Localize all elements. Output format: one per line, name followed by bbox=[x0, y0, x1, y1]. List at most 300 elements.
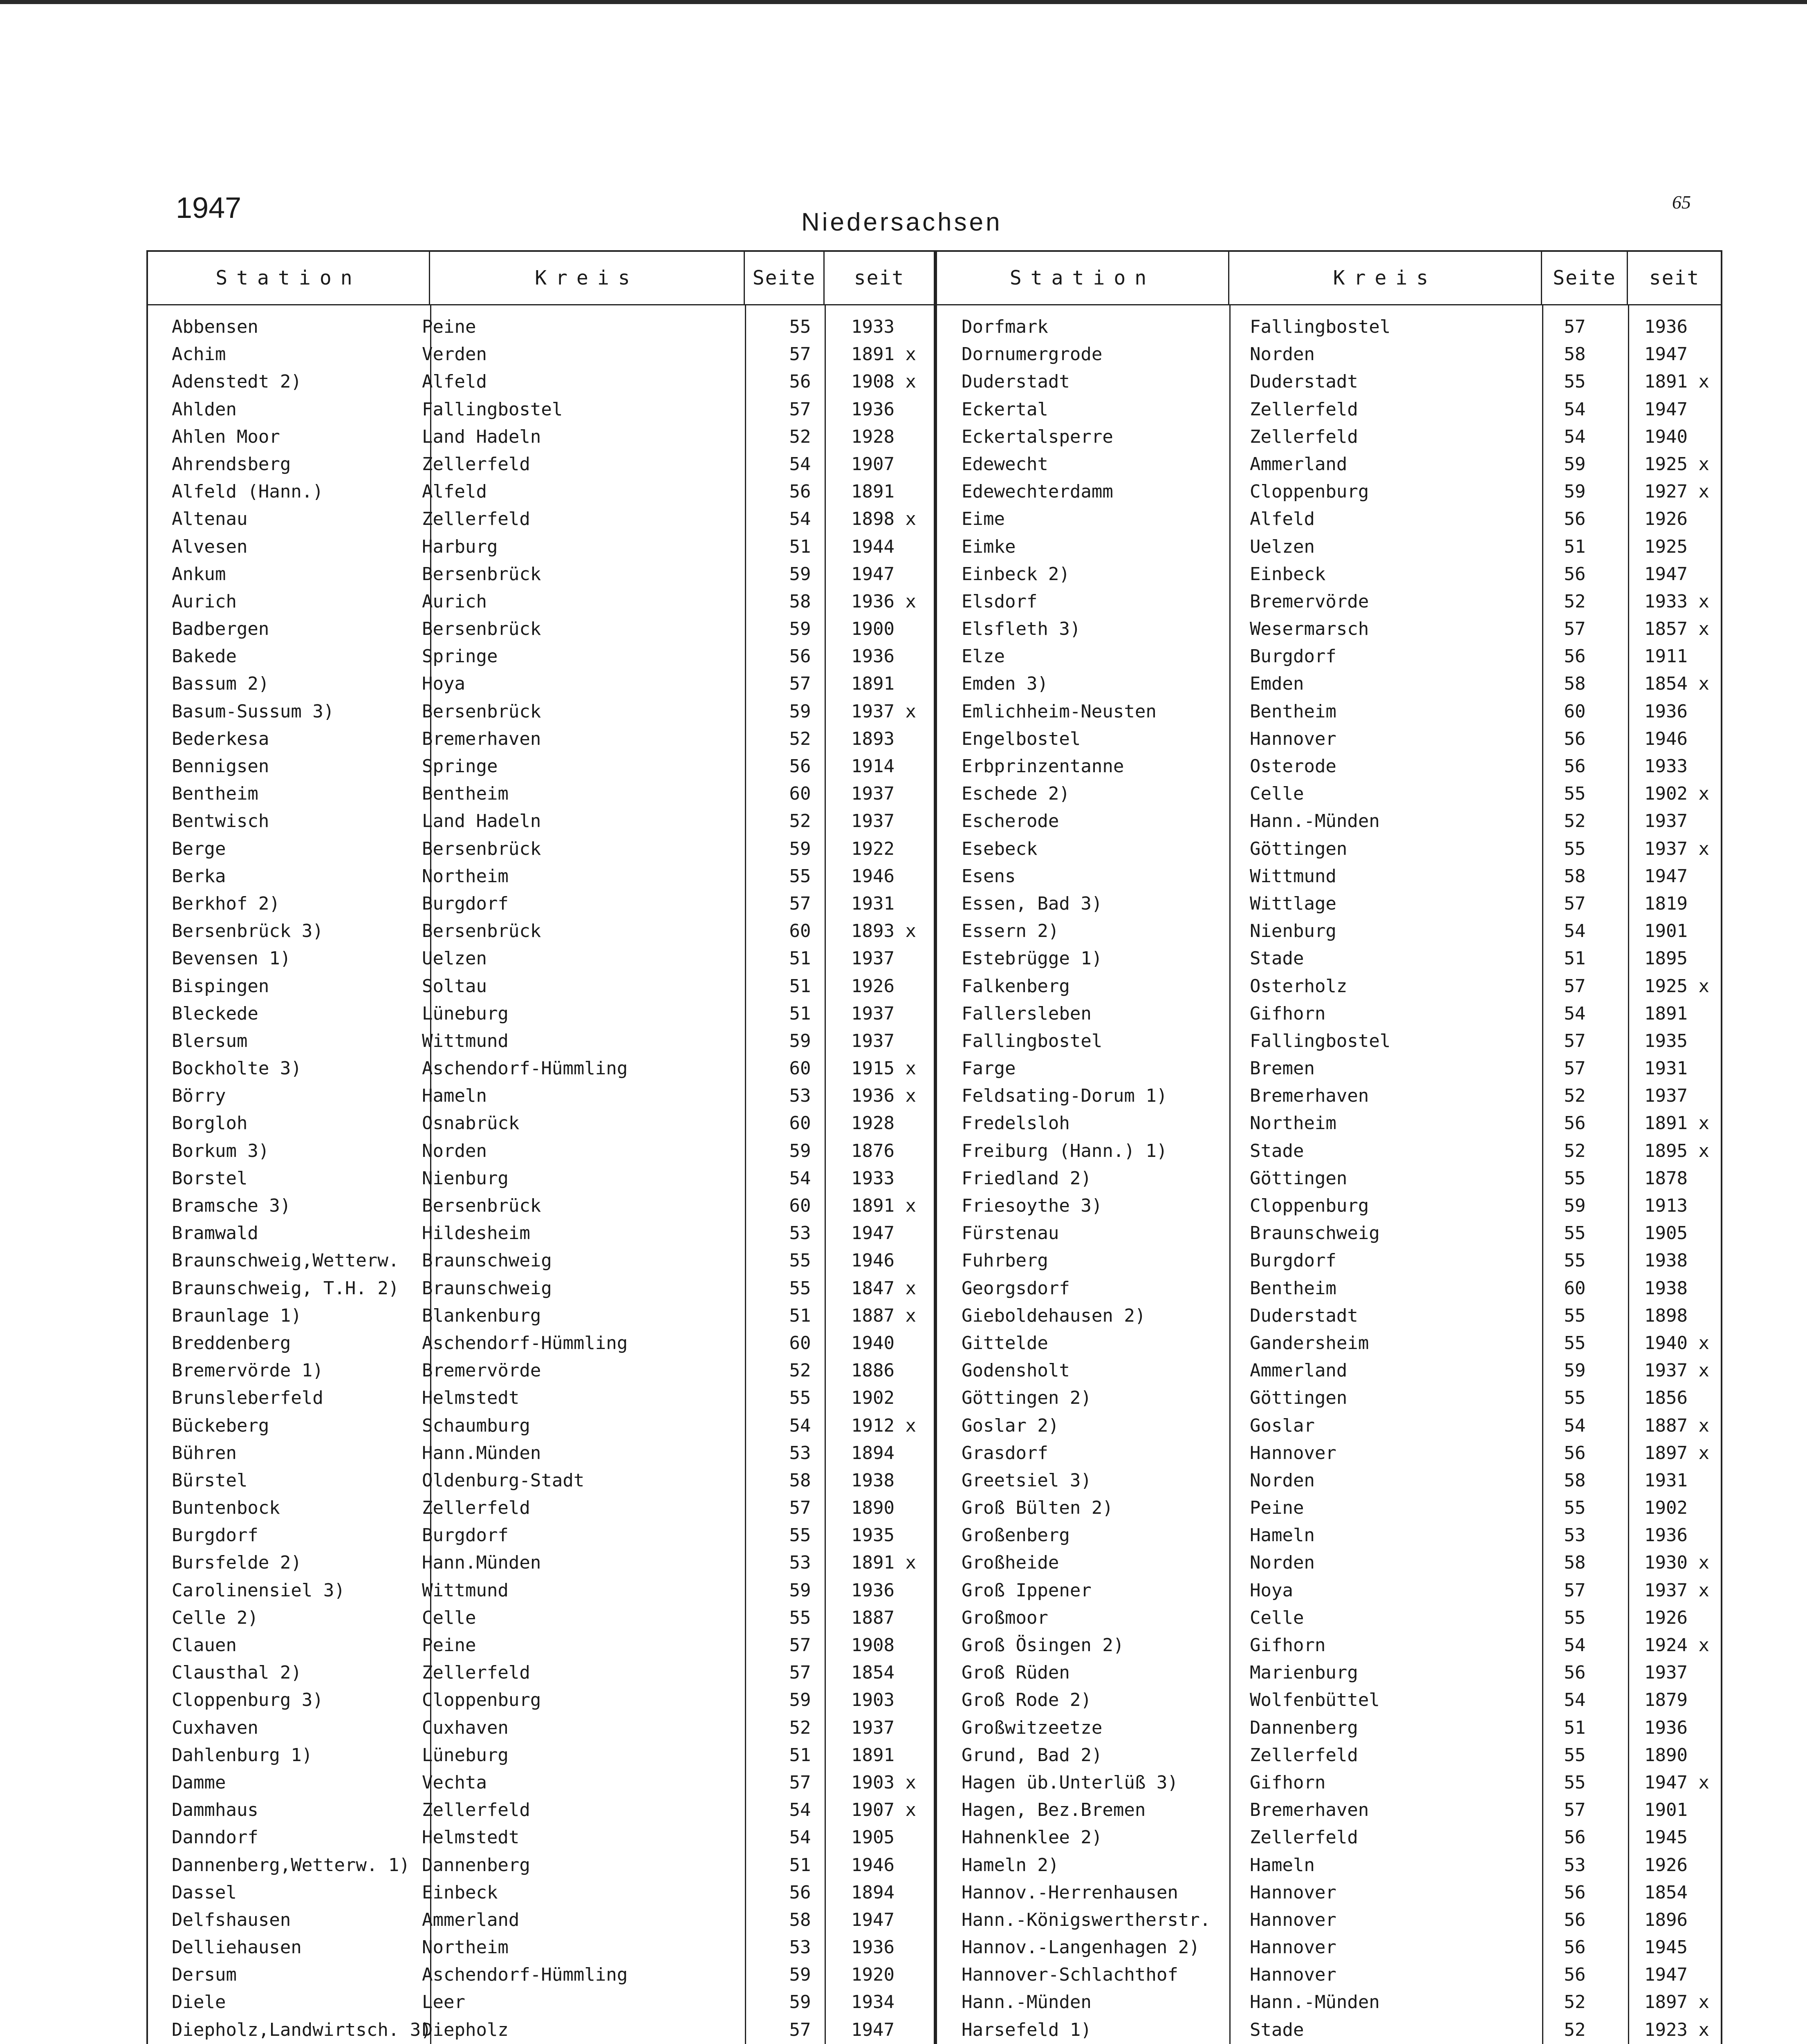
seite-value: 55 bbox=[789, 1525, 811, 1546]
kreis-name: Cloppenburg bbox=[422, 1690, 541, 1711]
station-name: Hannov.-Langenhagen 2) bbox=[962, 1937, 1200, 1958]
table-row bbox=[148, 533, 934, 560]
station-name: Brunsleberfeld bbox=[172, 1387, 323, 1409]
station-name: Bennigsen bbox=[172, 756, 269, 777]
seit-value: 1931 bbox=[1644, 1058, 1688, 1079]
station-name: Bühren bbox=[172, 1442, 237, 1464]
station-name: Fuhrberg bbox=[962, 1250, 1048, 1271]
header-station: Station bbox=[148, 252, 430, 304]
seit-value: 1936 x bbox=[851, 591, 916, 612]
station-name: Groß Ösingen 2) bbox=[962, 1635, 1124, 1656]
seit-value: 1931 bbox=[1644, 1470, 1688, 1491]
kreis-name: Zellerfeld bbox=[422, 1497, 530, 1519]
station-name: Eckertalsperre bbox=[962, 426, 1113, 447]
seit-value: 1947 bbox=[851, 1909, 895, 1930]
table-row bbox=[148, 1879, 934, 1906]
kreis-name: Northeim bbox=[422, 865, 509, 887]
table-row bbox=[937, 643, 1721, 670]
kreis-name: Blankenburg bbox=[422, 1305, 541, 1326]
table-row bbox=[937, 1522, 1721, 1549]
table-row bbox=[148, 1439, 934, 1467]
table-row bbox=[148, 1467, 934, 1494]
seite-value: 60 bbox=[789, 1195, 811, 1216]
table-row bbox=[937, 1796, 1721, 1824]
seite-value: 58 bbox=[1564, 865, 1586, 887]
table-row bbox=[148, 807, 934, 835]
station-name: Harsefeld 1) bbox=[962, 2019, 1092, 2040]
table-row bbox=[148, 423, 934, 450]
table-row bbox=[148, 670, 934, 697]
seite-value: 55 bbox=[789, 1387, 811, 1409]
seite-value: 54 bbox=[789, 1168, 811, 1189]
table-row bbox=[148, 560, 934, 588]
seite-value: 59 bbox=[789, 619, 811, 640]
seite-value: 55 bbox=[1564, 1607, 1586, 1628]
station-name: Georgsdorf bbox=[962, 1278, 1070, 1299]
station-name: Bückeberg bbox=[172, 1415, 269, 1436]
station-name: Basum-Sussum 3) bbox=[172, 701, 334, 722]
seit-value: 1897 x bbox=[1644, 1442, 1709, 1464]
table-row bbox=[937, 1219, 1721, 1247]
station-name: Essen, Bad 3) bbox=[962, 893, 1103, 914]
station-name: Diele bbox=[172, 1992, 226, 2013]
table-row bbox=[148, 1027, 934, 1055]
station-name: Edewechterdamm bbox=[962, 481, 1113, 502]
seit-value: 1935 bbox=[1644, 1030, 1688, 1051]
seit-value: 1819 bbox=[1644, 893, 1688, 914]
table-row bbox=[937, 313, 1721, 341]
table-row bbox=[937, 1329, 1721, 1357]
seit-value: 1897 x bbox=[1644, 1992, 1709, 2013]
station-name: Bramwald bbox=[172, 1223, 258, 1244]
rows-right bbox=[937, 313, 1721, 2044]
seit-value: 1898 x bbox=[851, 509, 916, 530]
seite-value: 56 bbox=[1564, 1662, 1586, 1683]
seit-value: 1935 bbox=[851, 1525, 895, 1546]
header-kreis: Kreis bbox=[430, 252, 745, 304]
kreis-name: Cuxhaven bbox=[422, 1717, 509, 1738]
table-row bbox=[148, 753, 934, 780]
table-row bbox=[937, 807, 1721, 835]
seit-value: 1891 bbox=[851, 481, 895, 502]
seite-value: 60 bbox=[789, 1332, 811, 1354]
seite-value: 59 bbox=[1564, 1360, 1586, 1381]
seite-value: 51 bbox=[789, 948, 811, 969]
station-name: Blersum bbox=[172, 1030, 248, 1051]
table-row bbox=[148, 615, 934, 643]
seit-value: 1936 bbox=[1644, 701, 1688, 722]
table-row bbox=[148, 1357, 934, 1384]
seit-value: 1947 bbox=[1644, 399, 1688, 420]
station-name: Hannover-Schlachthof bbox=[962, 1964, 1178, 1986]
kreis-name: Stade bbox=[1250, 948, 1304, 969]
station-name: Ahrendsberg bbox=[172, 453, 291, 475]
station-name: Clausthal 2) bbox=[172, 1662, 302, 1683]
station-name: Bersenbrück 3) bbox=[172, 921, 323, 942]
table-row bbox=[937, 1686, 1721, 1714]
seit-value: 1857 x bbox=[1644, 619, 1709, 640]
table-row bbox=[937, 560, 1721, 588]
seite-value: 51 bbox=[789, 1003, 811, 1024]
seit-value: 1894 bbox=[851, 1882, 895, 1903]
seite-value: 58 bbox=[1564, 673, 1586, 695]
seite-value: 57 bbox=[789, 1662, 811, 1683]
table-row bbox=[937, 396, 1721, 423]
header-station: Station bbox=[937, 252, 1229, 304]
seit-value: 1937 bbox=[1644, 811, 1688, 832]
table-row bbox=[148, 1137, 934, 1165]
station-name: Dorfmark bbox=[962, 316, 1048, 337]
station-name: Erbprinzentanne bbox=[962, 756, 1124, 777]
table-row bbox=[937, 1302, 1721, 1329]
station-name: Bevensen 1) bbox=[172, 948, 291, 969]
seit-value: 1891 bbox=[1644, 1003, 1688, 1024]
seite-value: 59 bbox=[789, 1992, 811, 2013]
seit-value: 1936 x bbox=[851, 1085, 916, 1107]
kreis-name: Osnabrück bbox=[422, 1113, 520, 1134]
table-row bbox=[937, 478, 1721, 505]
seit-value: 1902 bbox=[851, 1387, 895, 1409]
seit-value: 1937 bbox=[851, 811, 895, 832]
table-row bbox=[148, 1769, 934, 1796]
station-name: Elsdorf bbox=[962, 591, 1038, 612]
station-name: Altenau bbox=[172, 509, 248, 530]
seite-value: 56 bbox=[789, 371, 811, 392]
kreis-name: Wittmund bbox=[422, 1030, 509, 1051]
station-name: Friesoythe 3) bbox=[962, 1195, 1103, 1216]
table-row bbox=[937, 1412, 1721, 1439]
kreis-name: Hann.-Münden bbox=[1250, 811, 1380, 832]
seit-value: 1920 bbox=[851, 1964, 895, 1986]
seite-value: 57 bbox=[789, 1635, 811, 1656]
kreis-name: Wittmund bbox=[1250, 865, 1336, 887]
station-name: Dammhaus bbox=[172, 1800, 258, 1821]
seite-value: 55 bbox=[1564, 1772, 1586, 1793]
seite-value: 58 bbox=[1564, 344, 1586, 365]
seit-value: 1933 bbox=[851, 1168, 895, 1189]
station-table-right bbox=[935, 250, 1722, 2044]
station-name: Fürstenau bbox=[962, 1223, 1059, 1244]
kreis-name: Zellerfeld bbox=[422, 509, 530, 530]
seit-value: 1890 bbox=[1644, 1744, 1688, 1766]
seite-value: 59 bbox=[789, 701, 811, 722]
kreis-name: Gifhorn bbox=[1250, 1003, 1326, 1024]
table-row bbox=[148, 973, 934, 1000]
seite-value: 58 bbox=[789, 1909, 811, 1930]
seite-value: 57 bbox=[789, 893, 811, 914]
seit-value: 1947 bbox=[1644, 563, 1688, 585]
kreis-name: Hoya bbox=[422, 673, 465, 695]
seit-value: 1946 bbox=[851, 865, 895, 887]
kreis-name: Bersenbrück bbox=[422, 701, 541, 722]
seite-value: 56 bbox=[1564, 1964, 1586, 1986]
seit-value: 1933 bbox=[1644, 756, 1688, 777]
table-row bbox=[148, 1988, 934, 2016]
table-row bbox=[148, 450, 934, 478]
station-name: Hann.-Münden bbox=[962, 1992, 1092, 2013]
kreis-name: Bremervörde bbox=[1250, 591, 1369, 612]
station-name: Greetsiel 3) bbox=[962, 1470, 1092, 1491]
seite-value: 59 bbox=[789, 1690, 811, 1711]
seite-value: 55 bbox=[1564, 1387, 1586, 1409]
seite-value: 52 bbox=[1564, 1085, 1586, 1107]
seit-value: 1878 bbox=[1644, 1168, 1688, 1189]
table-row bbox=[937, 588, 1721, 615]
table-row bbox=[148, 643, 934, 670]
station-name: Bispingen bbox=[172, 975, 269, 997]
kreis-name: Braunschweig bbox=[422, 1250, 552, 1271]
table-row bbox=[148, 1219, 934, 1247]
header-rule bbox=[148, 304, 934, 305]
station-name: Braunlage 1) bbox=[172, 1305, 302, 1326]
kreis-name: Helmstedt bbox=[422, 1827, 520, 1848]
kreis-name: Alfeld bbox=[422, 371, 487, 392]
kreis-name: Gifhorn bbox=[1250, 1772, 1326, 1793]
station-name: Falkenberg bbox=[962, 975, 1070, 997]
seite-value: 52 bbox=[789, 1360, 811, 1381]
table-row bbox=[148, 945, 934, 972]
table-row bbox=[148, 1522, 934, 1549]
kreis-name: Braunschweig bbox=[1250, 1223, 1380, 1244]
kreis-name: Emden bbox=[1250, 673, 1304, 695]
station-name: Emlichheim-Neusten bbox=[962, 701, 1157, 722]
station-name: Buntenbock bbox=[172, 1497, 280, 1519]
kreis-name: Bersenbrück bbox=[422, 563, 541, 585]
kreis-name: Aschendorf-Hümmling bbox=[422, 1964, 628, 1986]
seit-value: 1891 x bbox=[1644, 371, 1709, 392]
table-row bbox=[937, 450, 1721, 478]
station-name: Duderstadt bbox=[962, 371, 1070, 392]
kreis-name: Nienburg bbox=[422, 1168, 509, 1189]
table-row bbox=[937, 1741, 1721, 1769]
seite-value: 59 bbox=[789, 1580, 811, 1601]
seite-value: 55 bbox=[789, 1607, 811, 1628]
kreis-name: Uelzen bbox=[1250, 536, 1315, 557]
seit-value: 1854 bbox=[851, 1662, 895, 1683]
kreis-name: Cloppenburg bbox=[1250, 481, 1369, 502]
kreis-name: Osterode bbox=[1250, 756, 1336, 777]
seit-value: 1928 bbox=[851, 426, 895, 447]
kreis-name: Aschendorf-Hümmling bbox=[422, 1332, 628, 1354]
kreis-name: Zellerfeld bbox=[422, 1800, 530, 1821]
seit-value: 1907 bbox=[851, 453, 895, 475]
kreis-name: Northeim bbox=[1250, 1113, 1336, 1134]
table-row bbox=[148, 1714, 934, 1741]
station-name: Berka bbox=[172, 865, 226, 887]
table-row bbox=[937, 1632, 1721, 1659]
station-name: Grund, Bad 2) bbox=[962, 1744, 1103, 1766]
station-name: Freiburg (Hann.) 1) bbox=[962, 1140, 1168, 1161]
seite-value: 56 bbox=[1564, 1827, 1586, 1848]
seit-value: 1945 bbox=[1644, 1827, 1688, 1848]
table-row bbox=[937, 917, 1721, 945]
seite-value: 60 bbox=[1564, 1278, 1586, 1299]
seit-value: 1891 bbox=[851, 1744, 895, 1766]
seit-value: 1937 x bbox=[1644, 1580, 1709, 1601]
kreis-name: Alfeld bbox=[1250, 509, 1315, 530]
table-row bbox=[148, 1549, 934, 1576]
station-name: Diepholz,Landwirtsch. 3) bbox=[172, 2019, 432, 2040]
seit-value: 1940 x bbox=[1644, 1332, 1709, 1354]
table-row bbox=[148, 890, 934, 917]
station-name: Ahlen Moor bbox=[172, 426, 280, 447]
kreis-name: Land Hadeln bbox=[422, 811, 541, 832]
table-row bbox=[937, 1769, 1721, 1796]
seit-value: 1936 bbox=[851, 399, 895, 420]
table-row bbox=[148, 1659, 934, 1686]
seite-value: 56 bbox=[1564, 1442, 1586, 1464]
seite-value: 57 bbox=[789, 344, 811, 365]
seit-value: 1925 bbox=[1644, 536, 1688, 557]
seit-value: 1936 bbox=[851, 1580, 895, 1601]
seite-value: 58 bbox=[789, 1470, 811, 1491]
station-name: Delfshausen bbox=[172, 1909, 291, 1930]
station-name: Bramsche 3) bbox=[172, 1195, 291, 1216]
table-row bbox=[148, 1247, 934, 1274]
kreis-name: Stade bbox=[1250, 1140, 1304, 1161]
kreis-name: Bersenbrück bbox=[422, 838, 541, 859]
seite-value: 55 bbox=[1564, 1250, 1586, 1271]
table-row bbox=[148, 863, 934, 890]
seit-value: 1936 bbox=[851, 1937, 895, 1958]
kreis-name: Uelzen bbox=[422, 948, 487, 969]
seite-value: 54 bbox=[1564, 1003, 1586, 1024]
seite-value: 57 bbox=[1564, 316, 1586, 337]
seite-value: 56 bbox=[1564, 1909, 1586, 1930]
seit-value: 1940 bbox=[1644, 426, 1688, 447]
kreis-name: Cloppenburg bbox=[1250, 1195, 1369, 1216]
seit-value: 1903 x bbox=[851, 1772, 916, 1793]
kreis-name: Bremerhaven bbox=[1250, 1800, 1369, 1821]
station-name: Großwitzeetze bbox=[962, 1717, 1103, 1738]
seite-value: 56 bbox=[1564, 756, 1586, 777]
seite-value: 52 bbox=[789, 728, 811, 749]
seite-value: 54 bbox=[1564, 399, 1586, 420]
rows-left bbox=[148, 313, 934, 2044]
station-name: Goslar 2) bbox=[962, 1415, 1059, 1436]
station-name: Hameln 2) bbox=[962, 1854, 1059, 1876]
kreis-name: Ammerland bbox=[1250, 1360, 1347, 1381]
year-label: 1947 bbox=[176, 192, 242, 224]
seite-value: 52 bbox=[1564, 1140, 1586, 1161]
kreis-name: Duderstadt bbox=[1250, 1305, 1358, 1326]
station-name: Aurich bbox=[172, 591, 237, 612]
kreis-name: Hann.-Münden bbox=[1250, 1992, 1380, 2013]
table-row bbox=[148, 1824, 934, 1851]
seit-value: 1915 x bbox=[851, 1058, 916, 1079]
kreis-name: Peine bbox=[1250, 1497, 1304, 1519]
header-seite: Seite bbox=[1542, 252, 1628, 304]
station-name: Feldsating-Dorum 1) bbox=[962, 1085, 1168, 1107]
kreis-name: Burgdorf bbox=[1250, 646, 1336, 667]
seite-value: 53 bbox=[1564, 1854, 1586, 1876]
table-row bbox=[937, 1659, 1721, 1686]
kreis-name: Hildesheim bbox=[422, 1223, 530, 1244]
seit-value: 1887 x bbox=[1644, 1415, 1709, 1436]
kreis-name: Bersenbrück bbox=[422, 1195, 541, 1216]
seite-value: 59 bbox=[789, 1140, 811, 1161]
header-kreis: Kreis bbox=[1229, 252, 1542, 304]
kreis-name: Wesermarsch bbox=[1250, 619, 1369, 640]
table-row bbox=[937, 341, 1721, 368]
table-row bbox=[937, 890, 1721, 917]
kreis-name: Aurich bbox=[422, 591, 487, 612]
seit-value: 1933 bbox=[851, 316, 895, 337]
kreis-name: Stade bbox=[1250, 2019, 1304, 2040]
seit-value: 1926 bbox=[851, 975, 895, 997]
table-row bbox=[937, 1879, 1721, 1906]
seit-value: 1947 bbox=[851, 1223, 895, 1244]
station-name: Borgloh bbox=[172, 1113, 248, 1134]
kreis-name: Einbeck bbox=[1250, 563, 1326, 585]
station-name: Bremervörde 1) bbox=[172, 1360, 323, 1381]
seit-value: 1925 x bbox=[1644, 975, 1709, 997]
table-row bbox=[937, 725, 1721, 753]
seit-value: 1902 x bbox=[1644, 783, 1709, 805]
kreis-name: Fallingbostel bbox=[422, 399, 563, 420]
seite-value: 55 bbox=[1564, 838, 1586, 859]
seite-value: 54 bbox=[789, 509, 811, 530]
seit-value: 1947 bbox=[1644, 1964, 1688, 1986]
seit-value: 1891 x bbox=[1644, 1113, 1709, 1134]
table-row bbox=[148, 1632, 934, 1659]
seit-value: 1905 bbox=[851, 1827, 895, 1848]
seite-value: 51 bbox=[789, 975, 811, 997]
seit-value: 1946 bbox=[1644, 728, 1688, 749]
table-row bbox=[148, 1961, 934, 1988]
seit-value: 1924 x bbox=[1644, 1635, 1709, 1656]
seite-value: 59 bbox=[789, 1030, 811, 1051]
kreis-name: Schaumburg bbox=[422, 1415, 530, 1436]
seit-value: 1947 x bbox=[1644, 1772, 1709, 1793]
station-name: Dassel bbox=[172, 1882, 237, 1903]
seit-value: 1926 bbox=[1644, 509, 1688, 530]
seit-value: 1893 bbox=[851, 728, 895, 749]
seite-value: 55 bbox=[1564, 1744, 1586, 1766]
kreis-name: Hann.Münden bbox=[422, 1442, 541, 1464]
kreis-name: Lüneburg bbox=[422, 1744, 509, 1766]
station-name: Escherode bbox=[962, 811, 1059, 832]
kreis-name: Hameln bbox=[1250, 1525, 1315, 1546]
seite-value: 56 bbox=[1564, 1937, 1586, 1958]
table-row bbox=[937, 780, 1721, 807]
station-name: Fallingbostel bbox=[962, 1030, 1103, 1051]
seit-value: 1887 bbox=[851, 1607, 895, 1628]
seite-value: 56 bbox=[789, 481, 811, 502]
station-name: Alfeld (Hann.) bbox=[172, 481, 323, 502]
seite-value: 53 bbox=[1564, 1525, 1586, 1546]
station-name: Groß Ippener bbox=[962, 1580, 1092, 1601]
seite-value: 56 bbox=[789, 646, 811, 667]
seite-value: 60 bbox=[789, 1058, 811, 1079]
station-name: Eckertal bbox=[962, 399, 1048, 420]
seit-value: 1947 bbox=[1644, 865, 1688, 887]
kreis-name: Celle bbox=[422, 1607, 476, 1628]
seite-value: 54 bbox=[789, 1800, 811, 1821]
seite-value: 60 bbox=[1564, 701, 1586, 722]
table-row bbox=[148, 1494, 934, 1522]
seit-value: 1898 bbox=[1644, 1305, 1688, 1326]
table-row bbox=[148, 396, 934, 423]
table-row bbox=[148, 1412, 934, 1439]
seit-value: 1879 bbox=[1644, 1690, 1688, 1711]
station-name: Alvesen bbox=[172, 536, 248, 557]
seit-value: 1938 bbox=[1644, 1278, 1688, 1299]
seit-value: 1905 bbox=[1644, 1223, 1688, 1244]
seite-value: 59 bbox=[789, 1964, 811, 1986]
seite-value: 57 bbox=[1564, 1800, 1586, 1821]
seit-value: 1936 bbox=[1644, 316, 1688, 337]
